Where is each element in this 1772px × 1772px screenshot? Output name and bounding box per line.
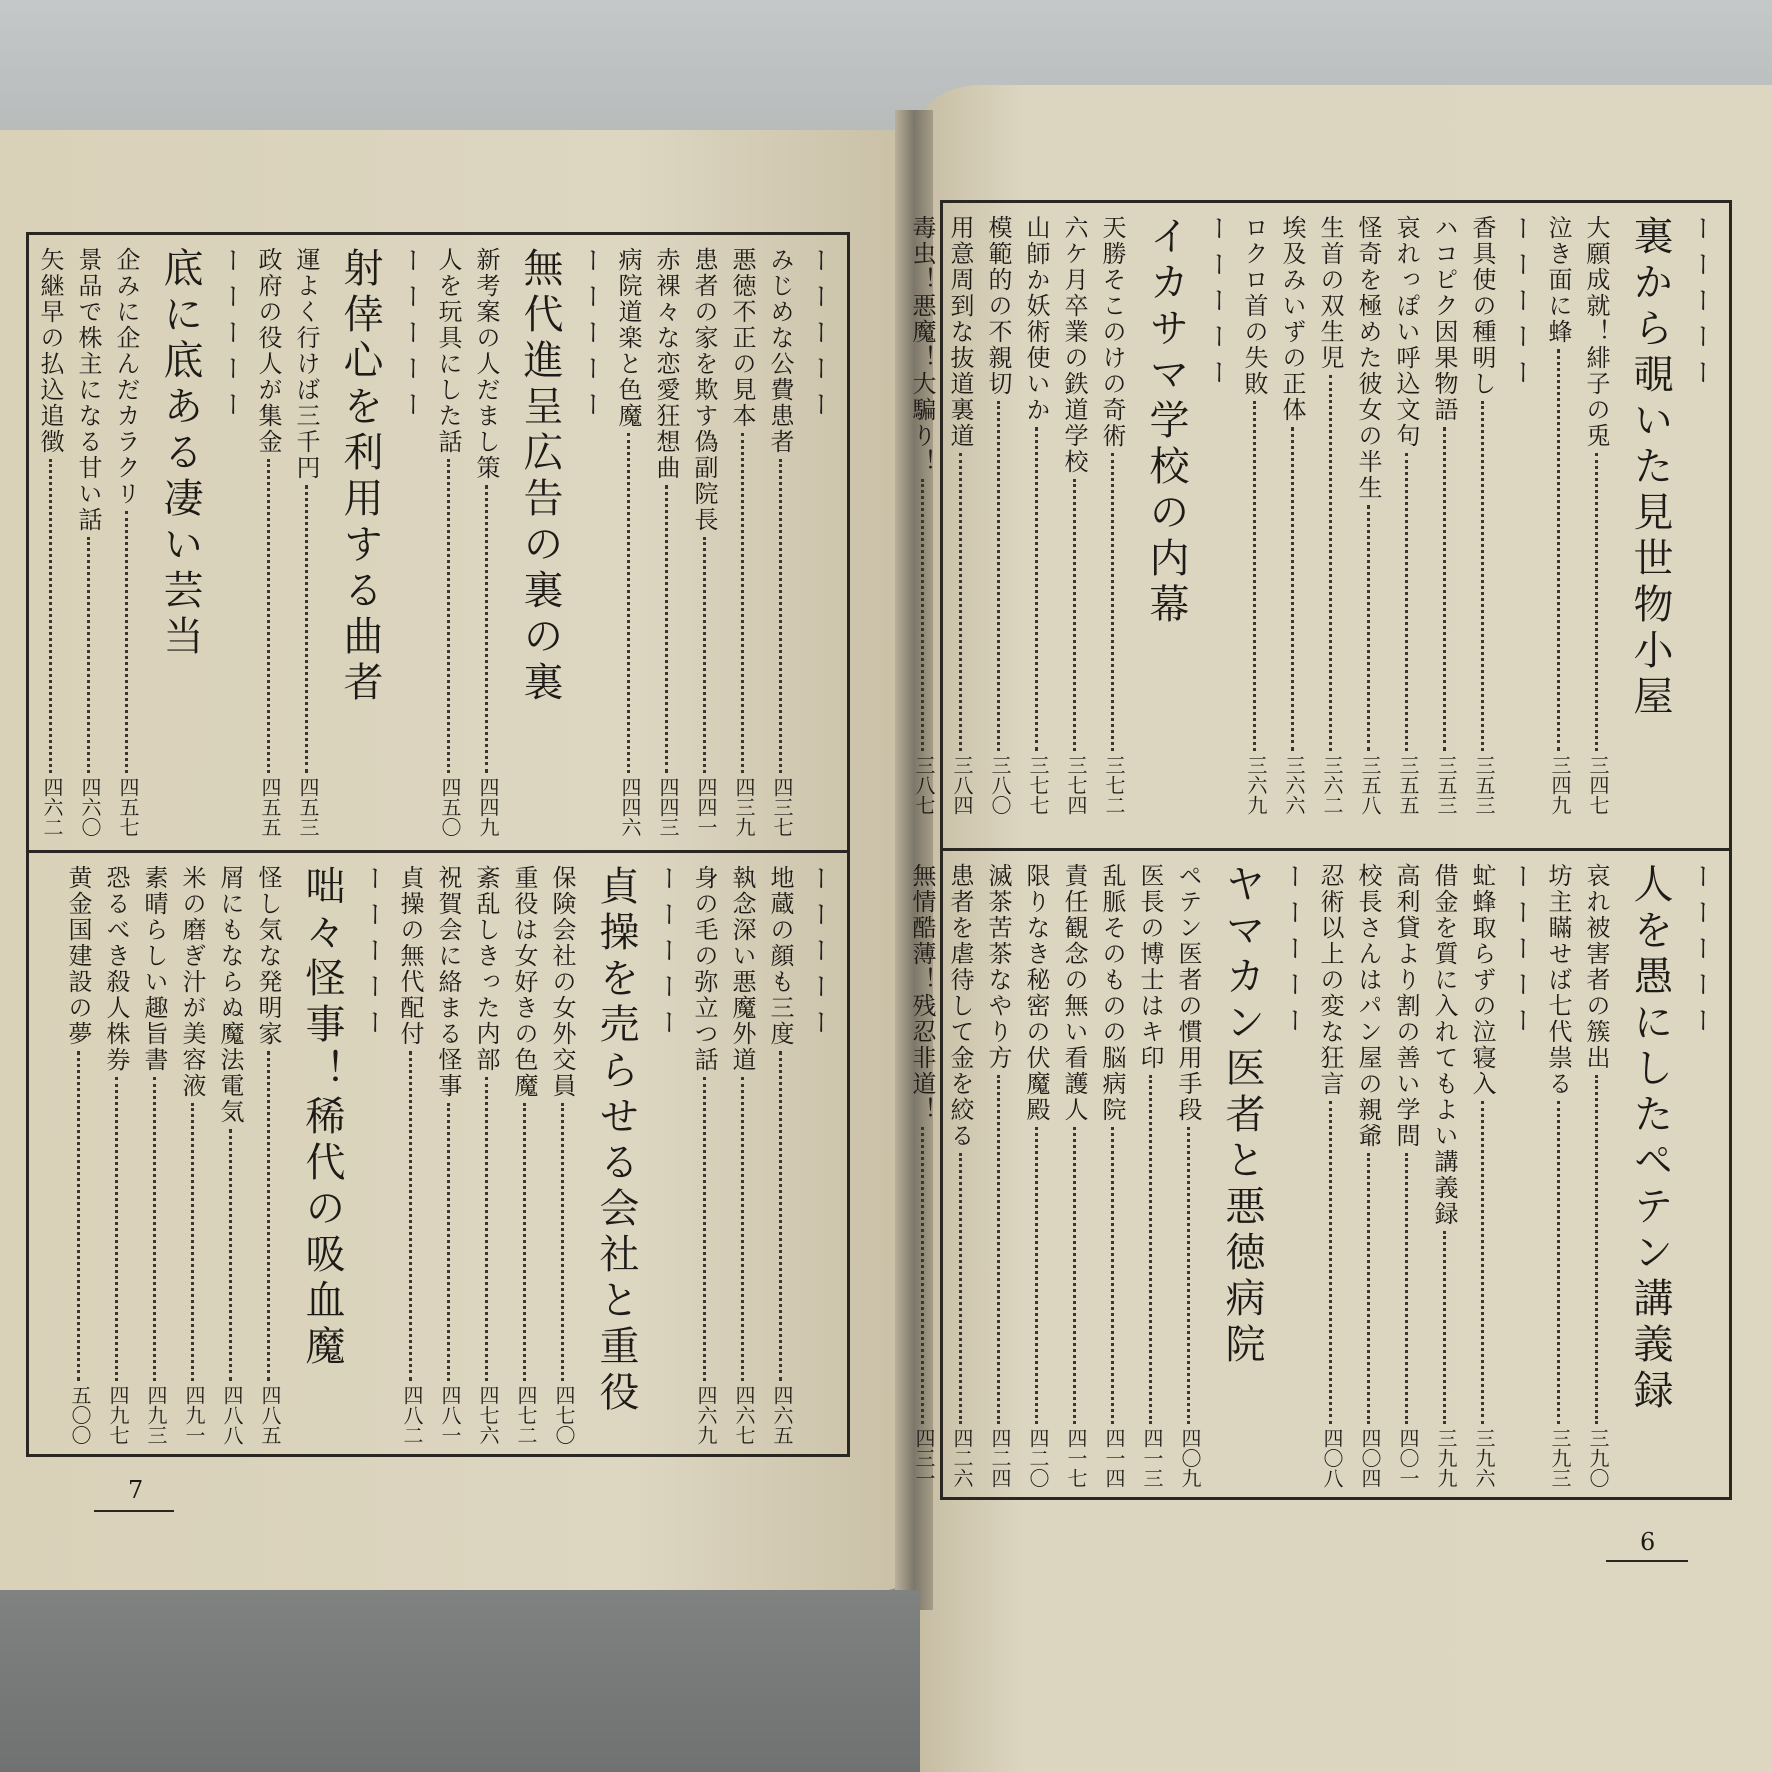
toc-entry-leader-dots [1367,505,1370,751]
toc-entry-title: 矢継早の払込追徴 [36,247,64,455]
toc-entry[interactable] [943,863,977,1488]
toc-entry[interactable] [1427,863,1461,1488]
toc-entry-page: 四六〇 [78,777,102,837]
toc-entry[interactable] [1579,863,1613,1488]
toc-entry-title: 泣き面に蜂 [1544,215,1572,345]
toc-entry-page: 四三九 [732,777,756,837]
section-title [1621,863,1679,1488]
section-title-text: 裏から覗いた見世物小屋 [1627,215,1673,721]
toc-entry[interactable] [251,247,285,837]
toc-entry-title: 香具使の種明し [1468,215,1496,397]
toc-entry-page: 四八五 [258,1385,282,1445]
toc-entry-title: 限りなき秘密の伏魔殿 [1022,863,1050,1123]
dash-separator-text: ーーーーー [1686,215,1716,395]
toc-entry[interactable] [649,247,683,837]
section-title [587,865,645,1445]
toc-entry[interactable] [1095,863,1129,1488]
toc-entry-leader-dots [1329,375,1332,751]
toc-entry-leader-dots [741,433,744,773]
toc-entry-title: 怪し気な発明家 [254,865,282,1047]
toc-entry-page: 三五三 [1434,755,1458,815]
toc-entry-leader-dots [1187,1127,1190,1424]
page-number-right-rule [1606,1560,1688,1562]
toc-entry[interactable] [1133,863,1167,1488]
toc-entry-page: 三八四 [950,755,974,815]
toc-entry-title: 借金を質に入れてもよい講義録 [1430,863,1458,1227]
toc-entry[interactable] [289,247,323,837]
toc-entry[interactable] [1275,215,1309,815]
toc-entry[interactable] [1465,215,1499,815]
toc-entry-page: 四〇一 [1396,1428,1420,1488]
section-title-text: 人を愚にしたペテン講義録 [1627,863,1673,1415]
toc-entry-page: 四七六 [476,1385,500,1445]
toc-entry-leader-dots [921,1127,924,1424]
toc-entry-page: 四九一 [182,1385,206,1445]
toc-entry-page: 五〇〇 [68,1385,92,1445]
dash-separator-text: ーーーーー [1506,863,1536,1043]
toc-entry-page: 三九九 [1434,1428,1458,1488]
toc-entry-title: 高利貸より割の善い学問 [1392,863,1420,1149]
toc-entry-leader-dots [627,433,630,773]
dash-separator [1277,863,1309,1488]
toc-entry-page: 四八二 [400,1385,424,1445]
toc-entry-leader-dots [447,459,450,773]
toc-entry-title: 毒虫！悪魔！大騙り！ [908,215,936,475]
toc-entry-title: 地蔵の顔も三度 [766,865,794,1047]
toc-entry-page: 四五五 [258,777,282,837]
toc-frame-left [26,232,850,1457]
toc-entry-leader-dots [1253,401,1256,751]
toc-entry-page: 三七七 [1026,755,1050,815]
toc-entry-title: 執念深い悪魔外道 [728,865,756,1073]
toc-entry-title: 哀れ被害者の簇出 [1582,863,1610,1071]
dash-separator-text: ーーーーー [216,247,246,427]
toc-entry-title: 用意周到な抜道裏道 [946,215,974,449]
toc-entry[interactable] [469,865,503,1445]
toc-entry-title: 新考案の人だまし策 [472,247,500,481]
toc-entry-leader-dots [523,1103,526,1381]
toc-entry[interactable] [725,247,759,837]
toc-entry-title: 重役は女好きの色魔 [510,865,538,1099]
toc-entry-page: 四九七 [106,1385,130,1445]
toc-entry-leader-dots [561,1103,564,1381]
toc-entry-title: 大願成就！緋子の兎 [1582,215,1610,449]
dash-separator [575,247,607,837]
toc-entry-page: 四四六 [618,777,642,837]
dash-separator-text: ーーーーー [358,865,388,1045]
toc-entry-leader-dots [485,485,488,773]
toc-entry[interactable] [393,865,427,1445]
toc-entry-page: 四〇九 [1178,1428,1202,1488]
section-title [293,865,351,1445]
toc-entry-title: 医長の博士はキ印 [1136,863,1164,1071]
page-number-left-rule [94,1510,174,1512]
dash-separator [1685,215,1717,815]
toc-entry-page: 四二六 [950,1428,974,1488]
toc-entry[interactable] [61,865,95,1445]
toc-left-top [29,247,835,837]
toc-entry-leader-dots [959,453,962,751]
toc-entry-page: 四五七 [116,777,140,837]
toc-entry-title: ハコピク因果物語 [1430,215,1458,423]
toc-entry-title: 坊主瞞せば七代祟る [1544,863,1572,1097]
toc-entry-title: 埃及みいずの正体 [1278,215,1306,423]
toc-entry[interactable] [1389,215,1423,815]
toc-entry-page: 三八七 [912,755,936,815]
toc-entry[interactable] [1465,863,1499,1488]
toc-entry-page: 三八〇 [988,755,1012,815]
toc-entry-leader-dots [997,1075,1000,1424]
toc-entry[interactable] [1057,215,1091,815]
toc-entry[interactable] [1057,863,1091,1488]
toc-entry-leader-dots [703,537,706,773]
toc-entry-page: 四〇四 [1358,1428,1382,1488]
section-title-text: 射倖心を利用する曲者 [337,247,383,707]
toc-entry[interactable] [213,865,247,1445]
toc-entry-page: 四九三 [144,1385,168,1445]
toc-entry[interactable] [763,247,797,837]
toc-entry-leader-dots [1557,1101,1560,1424]
toc-divider-right [943,848,1729,851]
toc-entry-page: 四四三 [656,777,680,837]
toc-entry[interactable] [981,863,1015,1488]
toc-entry-page: 三四九 [1548,755,1572,815]
toc-entry-title: 保険会社の女外交員 [548,865,576,1099]
toc-entry-title: 怪奇を極めた彼女の半生 [1354,215,1382,501]
toc-entry-title: 赤裸々な恋愛狂想曲 [652,247,680,481]
toc-entry-title: 素晴らしい趣旨書 [140,865,168,1073]
toc-right-bottom [901,863,1717,1488]
toc-entry-page: 三七四 [1064,755,1088,815]
toc-entry-title: 無情酷薄！残忍非道！ [908,863,936,1123]
dash-separator-text: ーーーーー [396,247,426,427]
dash-separator-text: ーーーーー [804,865,834,1045]
toc-entry[interactable] [469,247,503,837]
toc-entry[interactable] [981,215,1015,815]
dash-separator-text: ーーーーー [652,865,682,1045]
section-title-text: 無代進呈広告の裏の裏 [517,247,563,707]
toc-entry-leader-dots [153,1077,156,1381]
toc-left-bottom [57,865,835,1445]
toc-entry[interactable] [545,865,579,1445]
toc-entry-leader-dots [665,485,668,773]
toc-entry-leader-dots [115,1077,118,1381]
toc-entry-leader-dots [1111,453,1114,751]
toc-entry[interactable] [611,247,645,837]
toc-entry-title: 景品で株主になる甘い話 [74,247,102,533]
page-number-right [1640,1528,1655,1556]
toc-entry-page: 三五八 [1358,755,1382,815]
section-title [1213,863,1271,1488]
toc-entry-leader-dots [1443,427,1446,751]
toc-divider-left [29,850,847,853]
toc-entry-title: 人を玩具にした話 [434,247,462,455]
toc-entry-leader-dots [267,1051,270,1381]
toc-entry-leader-dots [1405,1153,1408,1424]
page-number-left-text: 7 [128,1476,144,1504]
toc-entry[interactable] [1427,215,1461,815]
toc-entry-page: 三四七 [1586,755,1610,815]
toc-entry[interactable] [763,865,797,1445]
section-title [1621,215,1679,815]
toc-entry-title: 校長さんはパン屋の親爺 [1354,863,1382,1149]
toc-entry[interactable] [431,247,465,837]
toc-entry[interactable] [1019,863,1053,1488]
toc-entry-leader-dots [741,1077,744,1381]
toc-entry-leader-dots [1035,427,1038,751]
toc-entry-page: 四七二 [514,1385,538,1445]
toc-entry-title: 身の毛の弥立つ話 [690,865,718,1073]
toc-entry-page: 四三七 [770,777,794,837]
toc-entry-page: 三九六 [1472,1428,1496,1488]
section-title [331,247,389,837]
toc-entry-leader-dots [1035,1127,1038,1424]
toc-entry[interactable] [687,247,721,837]
toc-entry-page: 四六五 [770,1385,794,1445]
toc-entry-leader-dots [779,1051,782,1381]
toc-entry-leader-dots [305,485,308,773]
toc-entry-leader-dots [49,459,52,773]
dash-separator-text: ーーーーー [1202,215,1232,395]
toc-entry-title: 乱脈そのものの脳病院 [1098,863,1126,1123]
section-title-text: 貞操を売らせる会社と重役 [593,865,639,1417]
toc-entry-title: 六ケ月卒業の鉄道学校 [1060,215,1088,475]
toc-entry-leader-dots [1557,349,1560,751]
toc-entry[interactable] [1541,215,1575,815]
toc-entry-title: 滅茶苦茶なやり方 [984,863,1012,1071]
toc-frame-right [908,200,1732,1500]
toc-entry-leader-dots [1149,1075,1152,1424]
toc-entry-title: 天勝そこのけの奇術 [1098,215,1126,449]
toc-entry-page: 三五三 [1472,755,1496,815]
dash-separator-text: ーーーーー [1686,863,1716,1043]
toc-entry-page: 四四一 [694,777,718,837]
toc-entry-leader-dots [1367,1153,1370,1424]
toc-entry[interactable] [109,247,143,837]
toc-entry-leader-dots [703,1077,706,1381]
toc-entry-leader-dots [1073,479,1076,751]
toc-entry-page: 四二四 [988,1428,1012,1488]
toc-entry-title: 貞操の無代配付 [396,865,424,1047]
toc-entry-leader-dots [1291,427,1294,751]
dash-separator [803,865,835,1445]
toc-entry-leader-dots [959,1153,962,1424]
toc-entry[interactable] [1389,863,1423,1488]
toc-entry-title: 患者の家を欺す偽副院長 [690,247,718,533]
dash-separator-text: ーーーーー [576,247,606,427]
toc-entry-page: 三六二 [1320,755,1344,815]
dash-separator [1505,863,1537,1488]
toc-entry-page: 四三一 [912,1428,936,1488]
toc-entry-title: 病院道楽と色魔 [614,247,642,429]
toc-entry-title: 企みに企んだカラクリ [112,247,140,507]
toc-entry-title: 運よく行けば三千円 [292,247,320,481]
toc-entry-leader-dots [1481,1101,1484,1424]
toc-entry-title: 模範的の不親切 [984,215,1012,397]
section-title [1137,215,1195,815]
toc-entry-leader-dots [921,479,924,751]
page-number-left [128,1476,143,1504]
section-title-text: 咄々怪事！稀代の吸血魔 [299,865,345,1371]
toc-entry-title: 忍術以上の変な狂言 [1316,863,1344,1097]
toc-entry-title: 山師か妖術使いか [1022,215,1050,423]
toc-entry-title: 悪徳不正の見本 [728,247,756,429]
dash-separator [395,247,427,837]
toc-entry-page: 四二〇 [1026,1428,1050,1488]
toc-entry[interactable] [1351,863,1385,1488]
section-title-text: 底に底ある凄い芸当 [157,247,203,661]
toc-entry-title: 米の磨ぎ汁が美容液 [178,865,206,1099]
toc-entry-page: 四五〇 [438,777,462,837]
toc-entry[interactable] [251,865,285,1445]
toc-entry-page: 四六九 [694,1385,718,1445]
toc-entry[interactable] [1095,215,1129,815]
toc-entry-leader-dots [87,537,90,773]
toc-entry-leader-dots [125,511,128,773]
toc-entry-page: 四一三 [1140,1428,1164,1488]
toc-entry-page: 四四九 [476,777,500,837]
toc-entry-page: 三五五 [1396,755,1420,815]
section-title [511,247,569,837]
toc-entry-page: 四八八 [220,1385,244,1445]
toc-entry-page: 四五三 [296,777,320,837]
toc-entry-title: 虻蜂取らずの泣寝入 [1468,863,1496,1097]
toc-entry-page: 三九〇 [1586,1428,1610,1488]
toc-entry[interactable] [175,865,209,1445]
toc-entry-title: 責任観念の無い看護人 [1060,863,1088,1123]
toc-entry-leader-dots [1595,453,1598,751]
toc-entry-page: 三九三 [1548,1428,1572,1488]
toc-entry[interactable] [1351,215,1385,815]
toc-entry-page: 四一四 [1102,1428,1126,1488]
section-title-text: ヤマカン医者と悪徳病院 [1219,863,1265,1369]
toc-entry-title: 恐るべき殺人株券 [102,865,130,1073]
toc-entry-leader-dots [1329,1101,1332,1424]
toc-entry-leader-dots [1111,1127,1114,1424]
toc-entry-title: 黄金国建設の夢 [64,865,92,1047]
section-title [151,247,209,837]
toc-entry[interactable] [687,865,721,1445]
dash-separator [215,247,247,837]
toc-entry[interactable] [137,865,171,1445]
page-number-right-text: 6 [1640,1528,1656,1556]
toc-entry-leader-dots [997,401,1000,751]
dash-separator-text: ーーーーー [1278,863,1308,1043]
toc-entry[interactable] [905,215,939,815]
toc-entry-leader-dots [409,1051,412,1381]
toc-entry-title: ロクロ首の失敗 [1240,215,1268,397]
toc-entry[interactable] [1019,215,1053,815]
toc-entry-leader-dots [485,1077,488,1381]
dash-separator [1505,215,1537,815]
toc-entry-leader-dots [779,459,782,773]
toc-entry-page: 四六二 [40,777,64,837]
toc-entry-page: 三七二 [1102,755,1126,815]
toc-entry-leader-dots [1595,1075,1598,1424]
dash-separator-text: ーーーーー [1506,215,1536,395]
toc-entry-leader-dots [447,1103,450,1381]
dash-separator [1685,863,1717,1488]
toc-entry-title: 哀れっぽい呼込文句 [1392,215,1420,449]
background-bottom [0,1590,920,1772]
toc-entry[interactable] [1541,863,1575,1488]
toc-entry-page: 三六六 [1282,755,1306,815]
toc-entry[interactable] [1237,215,1271,815]
toc-entry[interactable] [33,247,67,837]
toc-entry[interactable] [1171,863,1205,1488]
toc-entry-page: 四一七 [1064,1428,1088,1488]
toc-entry-title: 患者を虐待して金を絞る [946,863,974,1149]
toc-entry-title: 屑にもならぬ魔法電気 [216,865,244,1125]
toc-entry-leader-dots [1405,453,1408,751]
dash-separator [651,865,683,1445]
toc-entry-leader-dots [267,459,270,773]
toc-entry-leader-dots [229,1129,232,1381]
toc-entry[interactable] [943,215,977,815]
toc-entry[interactable] [1579,215,1613,815]
toc-right-top [901,215,1717,815]
dash-separator-text: ーーーーー [804,247,834,427]
toc-entry[interactable] [905,863,939,1488]
toc-entry-leader-dots [1073,1127,1076,1424]
toc-entry[interactable] [99,865,133,1445]
section-title-text: イカサマ学校の内幕 [1143,215,1189,629]
toc-entry-title: みじめな公費患者 [766,247,794,455]
toc-entry-page: 四七〇 [552,1385,576,1445]
toc-entry-title: 祝賀会に絡まる怪事 [434,865,462,1099]
toc-entry-page: 四〇八 [1320,1428,1344,1488]
toc-entry-leader-dots [1481,401,1484,751]
toc-entry-leader-dots [1443,1231,1446,1424]
toc-entry-page: 三六九 [1244,755,1268,815]
toc-entry[interactable] [431,865,465,1445]
toc-entry[interactable] [507,865,541,1445]
toc-entry[interactable] [1313,863,1347,1488]
toc-entry-page: 四六七 [732,1385,756,1445]
toc-entry-leader-dots [77,1051,80,1381]
toc-entry-title: ペテン医者の慣用手段 [1174,863,1202,1123]
toc-entry-title: 政府の役人が集金 [254,247,282,455]
toc-entry[interactable] [1313,215,1347,815]
dash-separator [803,247,835,837]
toc-entry[interactable] [71,247,105,837]
toc-entry-leader-dots [191,1103,194,1381]
toc-entry-title: 紊乱しきった内部 [472,865,500,1073]
dash-separator [1201,215,1233,815]
toc-entry-page: 四八一 [438,1385,462,1445]
toc-entry[interactable] [725,865,759,1445]
dash-separator [357,865,389,1445]
toc-entry-title: 生首の双生児 [1316,215,1344,371]
